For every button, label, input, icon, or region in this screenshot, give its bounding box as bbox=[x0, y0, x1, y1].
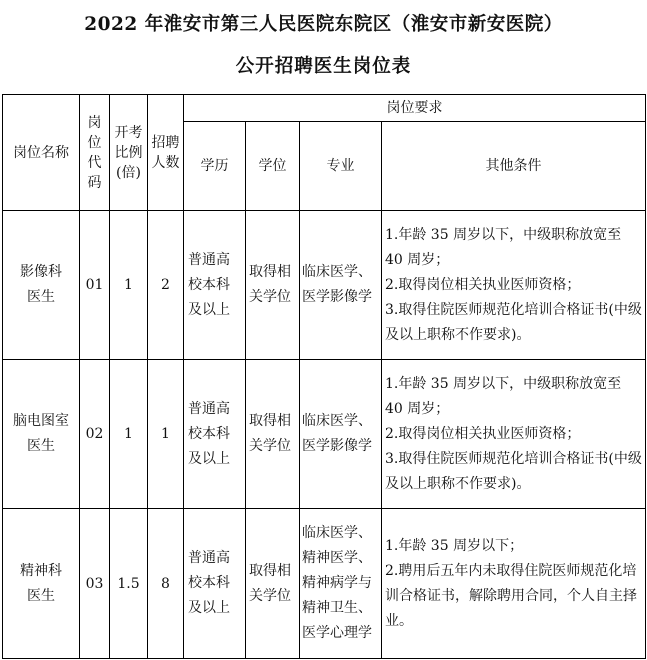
major: 临床医学、医学影像学 bbox=[300, 360, 382, 509]
other-conditions bbox=[382, 509, 646, 659]
exam-ratio: 1.5 bbox=[110, 509, 148, 659]
other-conditions bbox=[382, 211, 646, 360]
header-other: 其他条件 bbox=[382, 122, 646, 211]
table-row bbox=[3, 360, 646, 509]
exam-ratio: 1 bbox=[110, 360, 148, 509]
condition-item: 2.取得岗位相关执业医师资格； bbox=[385, 276, 581, 293]
major: 临床医学、医学影像学 bbox=[300, 211, 382, 360]
education: 普通高校本科及以上 bbox=[184, 360, 246, 509]
position-name: 影像科医生 bbox=[3, 211, 80, 360]
hire-count: 1 bbox=[148, 360, 184, 509]
other-conditions bbox=[382, 360, 646, 509]
table-row bbox=[3, 211, 646, 360]
page-subtitle: 公开招聘医生岗位表 bbox=[235, 56, 412, 77]
hire-count: 8 bbox=[148, 509, 184, 659]
major: 临床医学、精神医学、精神病学与精神卫生、医学心理学 bbox=[300, 509, 382, 659]
education: 普通高校本科及以上 bbox=[184, 509, 246, 659]
position-code: 01 bbox=[80, 211, 110, 360]
condition-item: 1.年龄 35 周岁以下，中级职称放宽至 40 周岁； bbox=[385, 226, 622, 268]
position-name: 精神科医生 bbox=[3, 509, 80, 659]
header-exam-ratio: 开考比例(倍) bbox=[110, 95, 148, 211]
degree: 取得相关学位 bbox=[246, 509, 300, 659]
table-row bbox=[3, 509, 646, 659]
hire-count: 2 bbox=[148, 211, 184, 360]
position-code: 03 bbox=[80, 509, 110, 659]
condition-item: 2.聘用后五年内未取得住院医师规范化培训合格证书，解除聘用合同，个人自主择业。 bbox=[385, 562, 637, 629]
condition-item: 2.取得岗位相关执业医师资格； bbox=[385, 425, 581, 442]
header-education: 学历 bbox=[184, 122, 246, 211]
condition-item: 3.取得住院医师规范化培训合格证书(中级及以上职称不作要求)。 bbox=[385, 450, 642, 492]
education: 普通高校本科及以上 bbox=[184, 211, 246, 360]
header-hire-count: 招聘人数 bbox=[148, 95, 184, 211]
header-position-code: 岗位代码 bbox=[80, 95, 110, 211]
position-code: 02 bbox=[80, 360, 110, 509]
degree: 取得相关学位 bbox=[246, 211, 300, 360]
page-title: 2022 年淮安市第三人民医院东院区（淮安市新安医院） bbox=[84, 14, 563, 35]
header-degree: 学位 bbox=[246, 122, 300, 211]
positions-table bbox=[2, 94, 646, 659]
condition-item: 1.年龄 35 周岁以下，中级职称放宽至 40 周岁； bbox=[385, 375, 622, 417]
degree: 取得相关学位 bbox=[246, 360, 300, 509]
condition-item: 1.年龄 35 周岁以下； bbox=[385, 537, 524, 554]
position-name: 脑电图室医生 bbox=[3, 360, 80, 509]
header-major: 专业 bbox=[300, 122, 382, 211]
condition-item: 3.取得住院医师规范化培训合格证书(中级及以上职称不作要求)。 bbox=[385, 301, 642, 343]
header-position-name: 岗位名称 bbox=[3, 95, 80, 211]
exam-ratio: 1 bbox=[110, 211, 148, 360]
header-requirements: 岗位要求 bbox=[184, 95, 646, 122]
